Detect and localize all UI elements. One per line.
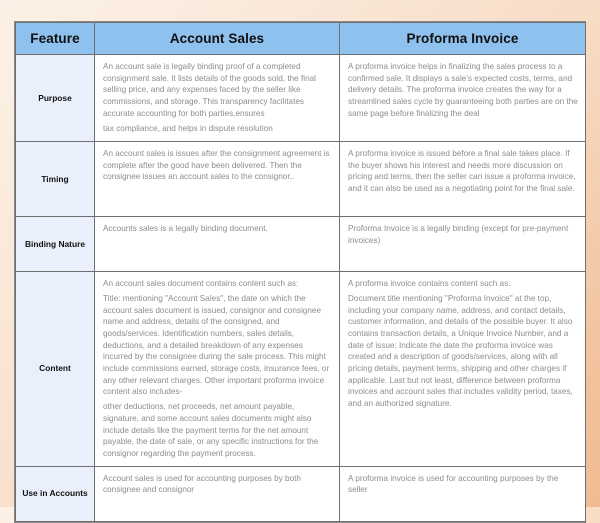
table-row (16, 55, 586, 142)
cell-binding-nature-proforma-invoice (340, 217, 586, 272)
feature-label-purpose: Purpose (16, 55, 95, 142)
paragraph: A proforma invoice helps in finalizing the sales process to a confirmed sale. It displays a sale's expected costs, terms, and delivery details. The proforma invoice creates the way for a streamlined sales cycle by guaranteeing both parties are on the same page before finalizing the deal (348, 62, 578, 118)
cell-timing-proforma-invoice (340, 142, 586, 217)
header-feature: Feature (16, 23, 95, 55)
table-row (16, 217, 586, 272)
cell-purpose-account-sales (95, 55, 340, 142)
cell-content-account-sales (95, 272, 340, 467)
table-body (16, 55, 586, 522)
comparison-table-container (14, 21, 586, 523)
paragraph: tax compliance, and helps in dispute resolution (103, 123, 273, 133)
table-header (16, 23, 586, 55)
header-proforma-invoice: Proforma Invoice (340, 23, 586, 55)
paragraph: other deductions, net proceeds, net amount payable, signature, and some account sales documents might also include details like the payment terms for the net amount payable, the date of sale, or any specific instructions for the consignor regarding the payment process. (103, 402, 319, 458)
paragraph: Document title mentioning "Proforma Invoice" at the top, including your company name, address, and contact details, customer information, and details of the possible buyer. It also contains transaction details, a Unique Invoice Number, and a date of issue: Indicate the date the proforma invoice was created and a description of goods/services, along with all pricing details, payment terms, shipping and other charges if applicable. Last but not least, difference between proforma invoices and account sales that includes validity period, taxes, and an authorized signature. (348, 294, 573, 408)
paragraph: Accounts sales is a legally binding document. (103, 224, 268, 233)
header-row (16, 23, 586, 55)
paragraph: An account sales is issues after the consignment agreement is complete after the good have been delivered. Then the consignee issues an account sales to the consignor.. (103, 149, 330, 182)
table-row (16, 272, 586, 467)
feature-label-timing: Timing (16, 142, 95, 217)
paragraph: A proforma invoice contains content such as: (348, 279, 511, 288)
paragraph: An account sales document contains content such as: (103, 279, 299, 288)
paragraph: Title: mentioning "Account Sales", the date on which the account sales document is issued, consignor and consignee name and address, details of the consigned, and goods/services. Identification numbers, sales details, deductions, and a detailed breakdown of any expenses incurred by the consignee during the sale process. This might include commissions earned, storage costs, insurance fees, or any other relevant charges. Other important proforma invoice content also includes- (103, 294, 330, 397)
cell-use-in-accounts-proforma-invoice (340, 466, 586, 521)
comparison-table (15, 22, 586, 522)
feature-label-binding-nature: Binding Nature (16, 217, 95, 272)
table-row (16, 142, 586, 217)
paragraph: Account sales is used for accounting purposes by both consignee and consignor (103, 473, 301, 495)
cell-use-in-accounts-account-sales (95, 466, 340, 521)
feature-label-content: Content (16, 272, 95, 467)
paragraph: A proforma invoice is issued before a final sale takes place. If the buyer shows his interest and needs more discussion on pricing and terms, then the seller can issue a proforma invoice, and it can also be used as a negotiating point for the final sale. (348, 149, 576, 193)
cell-timing-account-sales (95, 142, 340, 217)
cell-content-proforma-invoice (340, 272, 586, 467)
paragraph: A proforma invoice is used for accounting purposes by the seller (348, 473, 559, 495)
cell-binding-nature-account-sales (95, 217, 340, 272)
feature-label-use-in-accounts: Use in Accounts (16, 466, 95, 521)
header-account-sales: Account Sales (95, 23, 340, 55)
table-row (16, 466, 586, 521)
paragraph: An account sale is legally binding proof of a completed consignment sale. It lists details of the goods sold, the final selling price, and any expenses faced by the seller like commissions, and storage. This transparency facilitates accurate accounting for both parties,ensures (103, 62, 316, 118)
cell-purpose-proforma-invoice (340, 55, 586, 142)
paragraph: Proforma Invoice is a legally binding (except for pre-payment invoices) (348, 224, 569, 245)
